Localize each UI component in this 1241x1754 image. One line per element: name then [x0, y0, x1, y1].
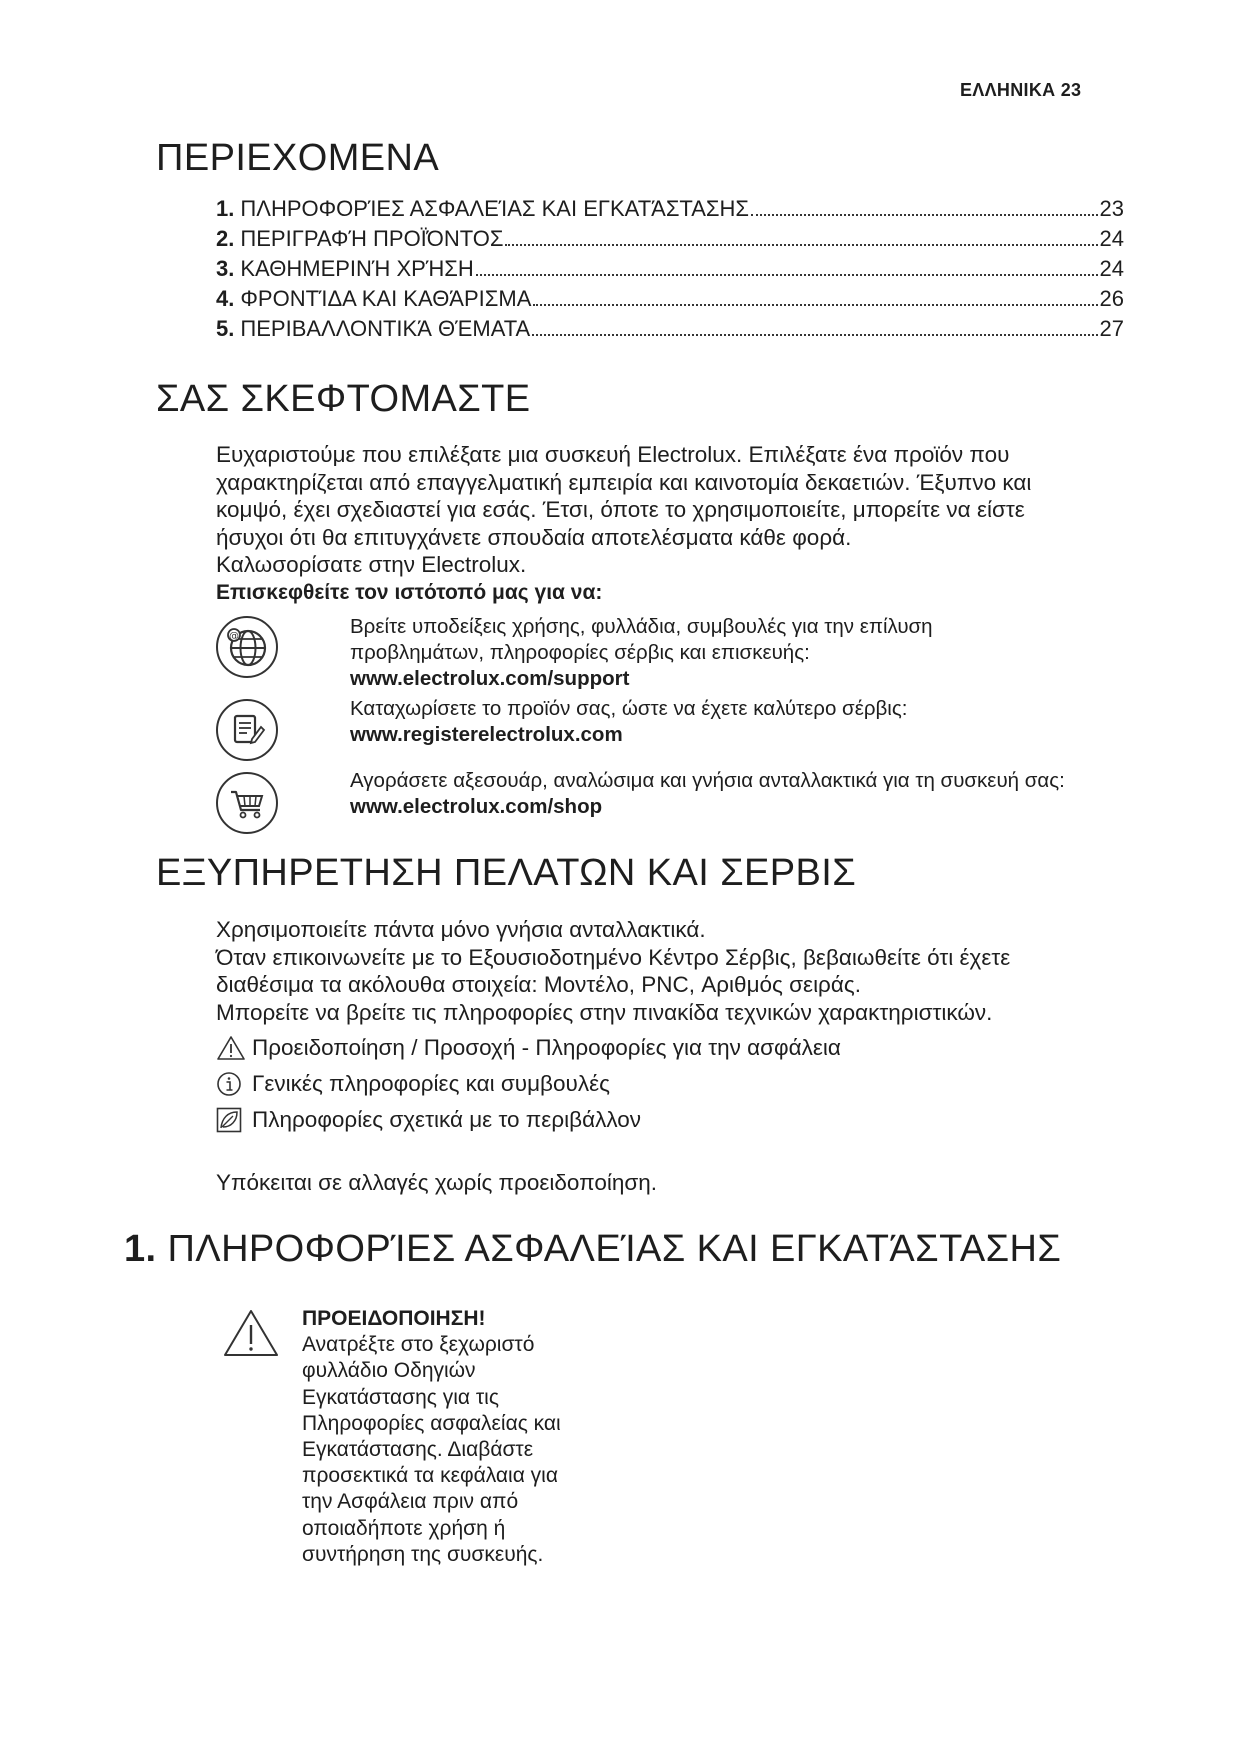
globe-icon	[216, 616, 278, 678]
toc-item[interactable]	[216, 286, 1124, 316]
shop-desc: Αγοράσετε αξεσουάρ, αναλώσιμα και γνήσια ανταλλακτικά για τη συσκευή σας:	[350, 769, 1065, 792]
contents-title: ΠΕΡΙΕΧΟΜΕΝΑ	[156, 137, 440, 179]
support-link[interactable]: www.electrolux.com/support	[350, 667, 630, 690]
intro-line: κομψό, έχει σχεδιαστεί για εσάς. Έτσι, όποτε το χρησιμοποιείτε, μπορείτε να είστε	[216, 497, 1025, 522]
warning-line: Πληροφορίες ασφαλείας και	[302, 1411, 561, 1435]
thinking-title: ΣΑΣ ΣΚΕΦΤΟΜΑΣΤΕ	[156, 378, 531, 420]
toc-item-page: 27	[1099, 316, 1124, 341]
support-link-block	[350, 614, 1140, 692]
intro-line: Καλωσορίσατε στην Electrolux.	[216, 552, 527, 577]
warning-line: Ανατρέξτε στο ξεχωριστό	[302, 1333, 535, 1357]
toc-item-label: ΦΡΟΝΤΊΔΑ ΚΑΙ ΚΑΘΆΡΙΣΜΑ	[240, 286, 532, 311]
warning-line: Εγκατάστασης. Διαβάστε	[302, 1438, 534, 1462]
service-line: διαθέσιμα τα ακόλουθα στοιχεία: Μοντέλο, PNC, Αριθμός σειράς.	[216, 972, 861, 997]
shop-link-block	[350, 768, 1140, 820]
register-desc: Καταχωρίσετε το προϊόν σας, ώστε να έχετε καλύτερο σέρβις:	[350, 697, 908, 720]
table-of-contents	[216, 196, 1124, 346]
toc-item-page: 24	[1099, 256, 1124, 281]
thinking-intro	[216, 441, 1136, 606]
warning-icon	[222, 1308, 280, 1358]
leaf-icon	[216, 1107, 246, 1133]
page-header: ΕΛΛΗΝΙΚΑ 23	[960, 80, 1082, 100]
toc-leader-dots	[505, 244, 1097, 246]
legend-item	[216, 1030, 1136, 1066]
service-line: Χρησιμοποιείτε πάντα μόνο γνήσια ανταλλακτικά.	[216, 917, 706, 942]
toc-item-label: ΠΕΡΙΒΑΛΛΟΝΤΙΚΆ ΘΈΜΑΤΑ	[240, 316, 531, 341]
cart-icon	[216, 772, 278, 834]
legend-text: Γενικές πληροφορίες και συμβουλές	[252, 1071, 610, 1096]
warning-line: φυλλάδιο Οδηγιών	[302, 1359, 476, 1383]
service-text	[216, 916, 1136, 1026]
warning-line: προσεκτικά τα κεφάλαια για	[302, 1464, 558, 1488]
toc-item-number: 3.	[216, 256, 235, 281]
toc-item[interactable]	[216, 226, 1124, 256]
section-number: 1.	[124, 1228, 157, 1270]
safety-warning	[302, 1306, 622, 1568]
intro-line: ήσυχοι ότι θα επιτυγχάνετε σπουδαία αποτελέσματα κάθε φορά.	[216, 524, 852, 550]
toc-item-label: ΚΑΘΗΜΕΡΙΝΉ ΧΡΉΣΗ	[240, 256, 474, 281]
shop-link[interactable]: www.electrolux.com/shop	[350, 795, 603, 818]
support-desc: Βρείτε υποδείξεις χρήσης, φυλλάδια, συμβουλές για την επίλυση	[350, 615, 933, 638]
service-line: Όταν επικοινωνείτε με το Εξουσιοδοτημένο Κέντρο Σέρβις, βεβαιωθείτε ότι έχετε	[216, 944, 1011, 970]
toc-leader-dots	[532, 334, 1097, 336]
warning-line: την Ασφάλεια πριν από	[302, 1490, 519, 1514]
register-link-block	[350, 696, 1140, 748]
toc-item[interactable]	[216, 316, 1124, 346]
service-title: ΕΞΥΠΗΡΕΤΗΣΗ ΠΕΛΑΤΩΝ ΚΑΙ ΣΕΡΒΙΣ	[156, 852, 857, 894]
warning-icon	[216, 1035, 246, 1061]
intro-line: χαρακτηρίζεται από επαγγελματική εμπειρία και καινοτομία δεκαετιών. Έξυπνο και	[216, 469, 1032, 495]
toc-item-page: 24	[1099, 226, 1124, 251]
toc-item[interactable]	[216, 256, 1124, 286]
service-line: Μπορείτε να βρείτε τις πληροφορίες στην πινακίδα τεχνικών χαρακτηριστικών.	[216, 999, 993, 1025]
symbol-legend	[216, 1030, 1136, 1138]
toc-item[interactable]	[216, 196, 1124, 226]
toc-leader-dots	[476, 274, 1098, 276]
legend-text: Πληροφορίες σχετικά με το περιβάλλον	[252, 1107, 642, 1132]
warning-line: οποιαδήποτε χρήση ή	[302, 1516, 506, 1540]
toc-item-number: 4.	[216, 286, 235, 311]
register-icon	[216, 699, 278, 761]
section-1-heading	[124, 1228, 1061, 1271]
toc-item-number: 5.	[216, 316, 235, 341]
change-notice: Υπόκειται σε αλλαγές χωρίς προειδοποίηση.	[216, 1170, 658, 1195]
svg-text:@: @	[229, 631, 239, 642]
toc-item-label: ΠΛΗΡΟΦΟΡΊΕΣ ΑΣΦΑΛΕΊΑΣ ΚΑΙ ΕΓΚΑΤΆΣΤΑΣΗΣ	[240, 196, 750, 221]
legend-item	[216, 1066, 1136, 1102]
toc-item-page: 23	[1099, 196, 1124, 221]
legend-text: Προειδοποίηση / Προσοχή - Πληροφορίες για την ασφάλεια	[252, 1035, 841, 1060]
visit-heading: Επισκεφθείτε τον ιστότοπό μας για να:	[216, 580, 603, 604]
legend-item	[216, 1102, 1136, 1138]
toc-leader-dots	[751, 214, 1098, 216]
toc-item-number: 1.	[216, 196, 235, 221]
register-link[interactable]: www.registerelectrolux.com	[350, 723, 623, 746]
info-icon	[216, 1071, 246, 1097]
section-title: ΠΛΗΡΟΦΟΡΊΕΣ ΑΣΦΑΛΕΊΑΣ ΚΑΙ ΕΓΚΑΤΆΣΤΑΣΗΣ	[167, 1228, 1062, 1270]
warning-title: ΠΡΟΕΙΔΟΠΟΙΗΣΗ!	[302, 1307, 486, 1330]
toc-leader-dots	[533, 304, 1097, 306]
intro-line: Ευχαριστούμε που επιλέξατε μια συσκευή Electrolux. Επιλέξατε ένα προϊόν που	[216, 442, 1010, 467]
toc-item-label: ΠΕΡΙΓΡΑΦΉ ΠΡΟΪΌΝΤΟΣ	[240, 226, 504, 251]
support-desc: προβλημάτων, πληροφορίες σέρβις και επισκευής:	[350, 641, 810, 664]
toc-item-number: 2.	[216, 226, 235, 251]
warning-line: Εγκατάστασης για τις	[302, 1385, 499, 1409]
toc-item-page: 26	[1099, 286, 1124, 311]
warning-line: συντήρηση της συσκευής.	[302, 1542, 544, 1566]
